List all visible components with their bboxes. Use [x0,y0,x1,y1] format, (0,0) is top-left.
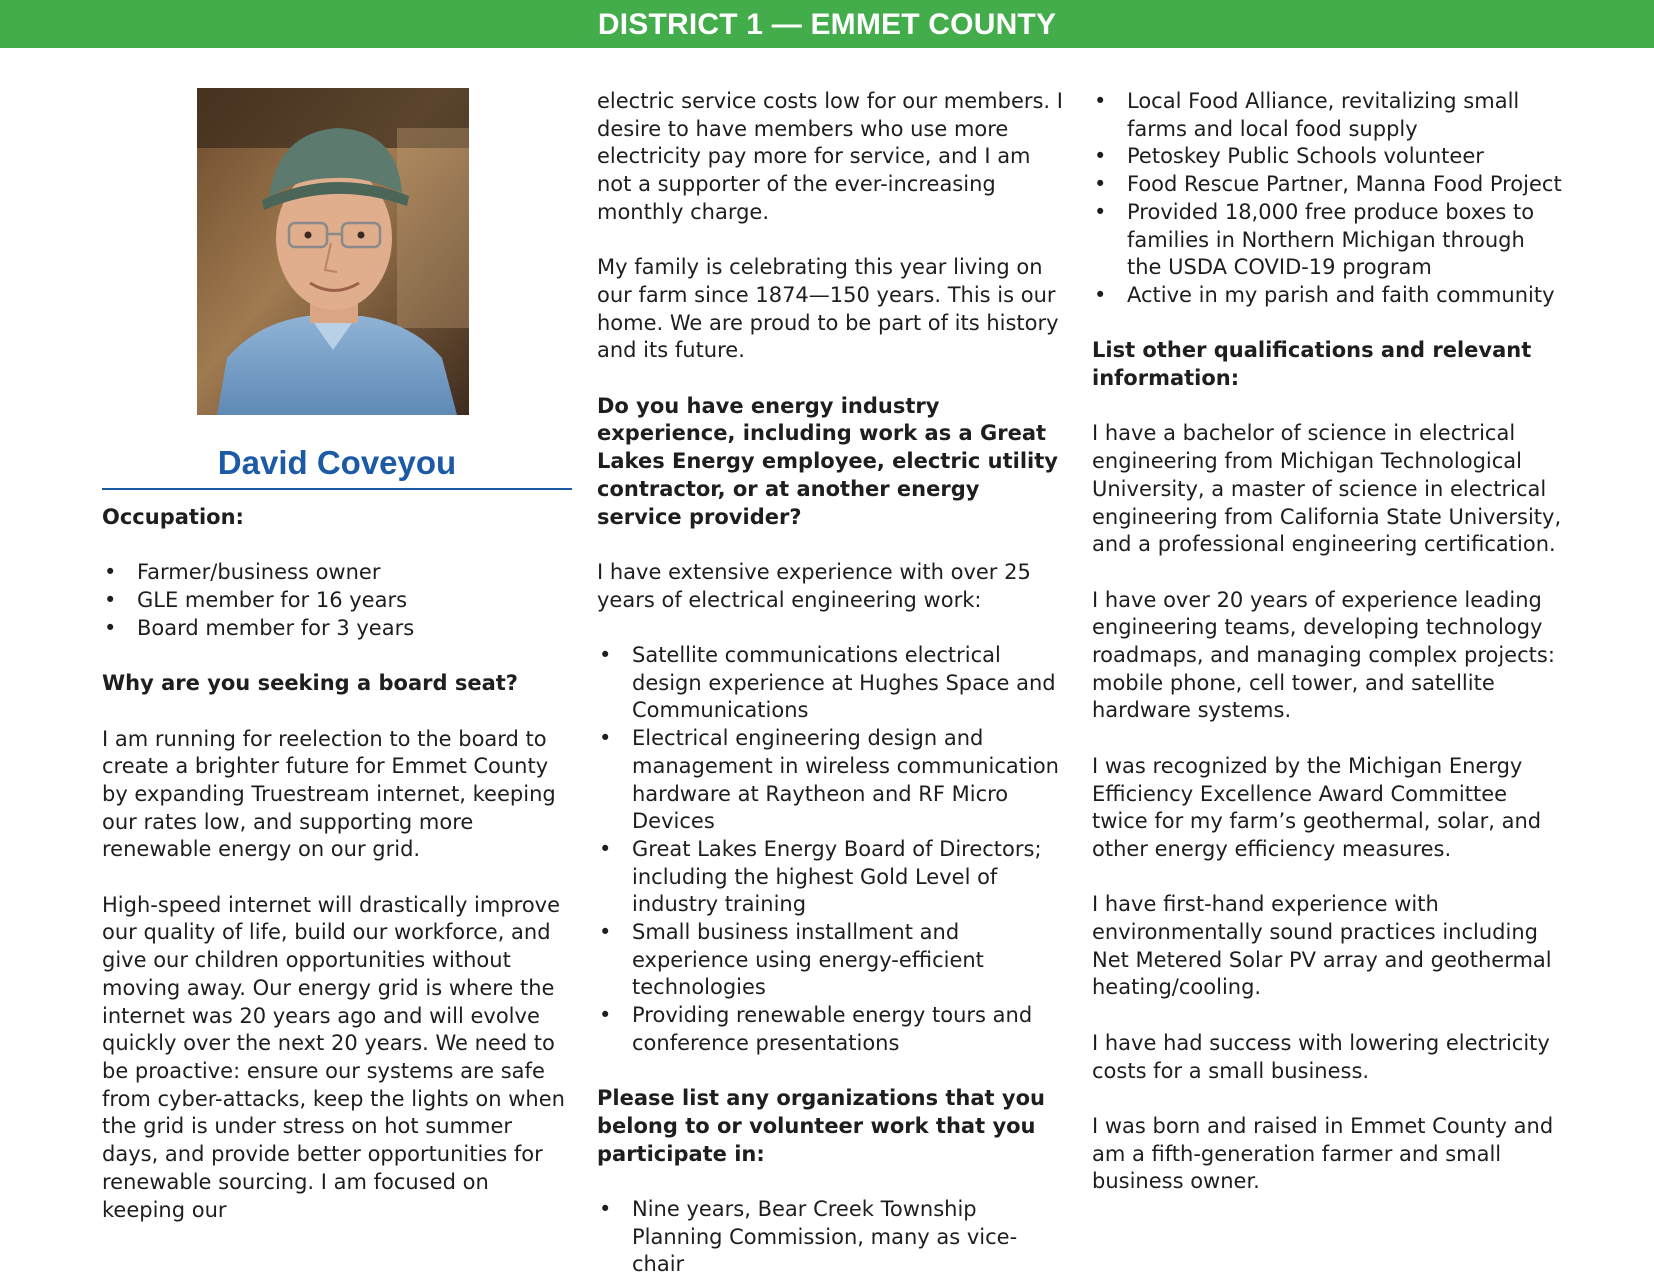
candidate-photo [197,88,469,415]
experience-intro: I have extensive experience with over 25 years of electrical engineering work: [597,559,1031,612]
list-item: • Provided 18,000 free produce boxes to families in Northern Michigan through the USDA COVID-19 program [1092,199,1562,282]
qualifications-paragraph: I have had success with lowering electricity costs for a small business. [1092,1030,1550,1083]
column-3 [1092,88,1562,1196]
experience-list [597,642,1067,1058]
list-item: • Petoskey Public Schools volunteer [1092,143,1562,171]
qualifications-paragraph: I was recognized by the Michigan Energy Efficiency Excellence Award Committee twice for my farm’s geothermal, solar, and other energy efficiency measures. [1092,753,1542,861]
organizations-heading: Please list any organizations that you belong to or volunteer work that you participate in: [597,1086,1045,1166]
list-item: • Satellite communications electrical design experience at Hughes Space and Communications [597,642,1067,725]
list-item: • Providing renewable energy tours and conference presentations [597,1002,1067,1057]
list-item: • Active in my parish and faith community [1092,282,1562,310]
seeking-heading: Why are you seeking a board seat? [102,671,518,696]
qualifications-paragraph: I have first-hand experience with environmentally sound practices including Net Metered Solar PV array and geothermal heating/cooling. [1092,892,1552,1000]
list-item: • Nine years, Bear Creek Township Planning Commission, many as vice-chair [597,1196,1067,1279]
candidate-name: David Coveyou [217,444,457,481]
qualifications-heading: List other qualifications and relevant information: [1092,338,1532,391]
occupation-heading: Occupation: [102,505,244,529]
seeking-paragraph-3: My family is celebrating this year living on our farm since 1874—150 years. This is our home. We are proud to be part of its history and its future. [597,255,1059,363]
column-2 [597,88,1067,1279]
list-item: • Food Rescue Partner, Manna Food Project [1092,171,1562,199]
seeking-paragraph-2-continued: electric service costs low for our members. I desire to have members who use more electricity pay more for service, and I am not a supporter of the ever-increasing monthly charge. [597,89,1063,224]
list-item: • Board member for 3 years [102,615,572,643]
column-1 [102,88,572,1224]
list-item: • Farmer/business owner [102,559,572,587]
list-item: • Great Lakes Energy Board of Directors; including the highest Gold Level of industry training [597,836,1067,919]
list-item: • Electrical engineering design and management in wireless communication hardware at Raytheon and RF Micro Devices [597,725,1067,836]
list-item: • Local Food Alliance, revitalizing small farms and local food supply [1092,88,1562,143]
occupation-list [102,559,572,642]
seeking-paragraph-1: I am running for reelection to the board to create a brighter future for Emmet County by expanding Truestream internet, keeping our rates low, and supporting more renewable energy on our grid. [102,726,556,862]
qualifications-paragraph: I have a bachelor of science in electrical engineering from Michigan Technological University, a master of science in electrical engineering from California State University, and a professional engineering certification. [1092,421,1562,557]
qualifications-paragraph: I have over 20 years of experience leading engineering teams, developing technology roadmaps, and managing complex projects: mobile phone, cell tower, and satellite hardware systems. [1092,587,1555,723]
list-item: • Small business installment and experience using energy-efficient technologies [597,919,1067,1002]
list-item: • GLE member for 16 years [102,587,572,615]
qualifications-paragraph: I was born and raised in Emmet County and am a fifth-generation farmer and small business owner. [1092,1113,1554,1194]
seeking-paragraph-2: High-speed internet will drastically improve our quality of life, build our workforce, and give our children opportunities without moving away. Our energy grid is where the internet was 20 years ago and will evolve quickly over the next 20 years. We need to be proactive: ensure our systems are safe from cyber-attacks, keep the lights on when the grid is under stress on hot summer days, and provide better opportunities for renewable sourcing. I am focused on keeping our [102,892,565,1222]
name-divider [102,488,572,490]
district-banner: DISTRICT 1 — EMMET COUNTY [0,0,1654,48]
organizations-list-b [1092,88,1562,310]
experience-heading: Do you have energy industry experience, including work as a Great Lakes Energy employee, electric utility contractor, or at another energy service provider? [597,393,1058,529]
organizations-list-a [597,1196,1067,1279]
